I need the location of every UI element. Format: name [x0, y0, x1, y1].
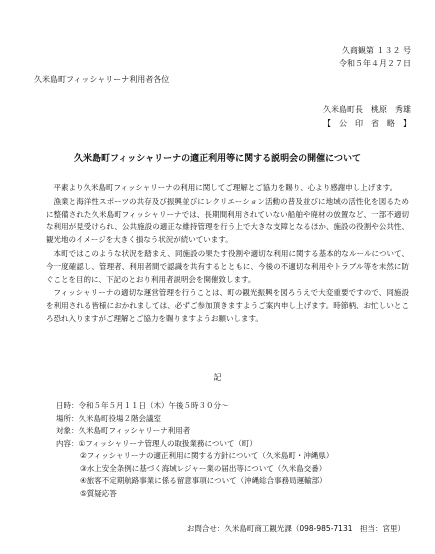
document-date: 令和５年４月２７日	[339, 59, 411, 68]
meeting-datetime: 日時：令和５年５月１１日（木）午後５時３０分～	[56, 401, 229, 410]
body-paragraph: 漁業と海洋性スポーツの共存及び振興並びにレクリエーション活動の普及並びに地域の活性化を図るために整備された久米島町フィッシャリーナでは、長期間利用されていない船舶や廃材の放置など、一部不適切な利用が見受けられ、公共施設の適正な維持管理を行う上で大きな支障となるほか、施設の役割や公共性、観光地のイメージを大きく損なう状況が続いています。	[46, 196, 409, 245]
content-item: ①フィッシャリーナ管理人の取扱業務について（町）	[78, 438, 257, 448]
body-paragraph: 本町ではこのような状況を踏まえ、同施設の果たす役割や適切な利用に関する基本的なルールについて、今一度確認し、管理者、利用者間で認識を共有するとともに、今後の不適切な利用やトラブル等を未然に防ぐことを目的に、下記のとおり利用者説明会を開催致します。	[46, 248, 409, 284]
meeting-place: 場所：久米島町役場２階会議室	[56, 413, 161, 423]
ki-heading: 記	[213, 373, 222, 382]
seal-omitted-note: 【 公 印 省 略 】	[323, 119, 411, 128]
document-title: 久米島町フィッシャリーナの適正利用等に関する説明会の開催について	[74, 154, 361, 164]
meeting-content	[56, 438, 333, 451]
meeting-target: 対象：久米島町フィッシャリーナ利用者	[56, 426, 191, 435]
body-text	[46, 182, 409, 327]
sender-name: 久米島町長 桃原 秀雄	[323, 105, 411, 114]
document-number: 久商観第 １３２ 号	[341, 46, 411, 55]
content-item: ⑤質疑応答	[80, 488, 117, 498]
contact-info: お問合せ：久米島町商工観光課（098-985-7131 担当：宮里）	[186, 524, 405, 533]
content-item: ②フィッシャリーナの適正利用に関する方針について（久米島町・沖縄県）	[80, 451, 334, 460]
meeting-details	[56, 400, 333, 500]
content-item: ④旅客不定期航路事業に係る留意事項について（沖縄総合事務局運輸部）	[80, 476, 327, 485]
content-label: 内容：	[56, 438, 79, 448]
document-header	[339, 44, 411, 70]
sender-block	[323, 103, 411, 131]
recipient: 久米島町フィッシャリーナ利用者各位	[34, 75, 170, 84]
body-paragraph: 平素より久米島町フィッシャリーナの利用に関してご理解とご協力を賜り、心より感謝申し上げます。	[53, 183, 398, 192]
content-item: ③水上安全条例に基づく海域レジャー業の届出等について（久米島交番）	[80, 463, 327, 473]
body-paragraph: フィッシャリーナの適切な運営管理を行うことは、町の観光振興を図ろうえで大変重要ですので、同施設を利用される皆様におかれましては、必ずご参加頂きますようご案内申し上げます。時節柄、お忙しいところ恐れ入りますがご理解とご協力を賜りますようお願いします。	[46, 288, 409, 323]
